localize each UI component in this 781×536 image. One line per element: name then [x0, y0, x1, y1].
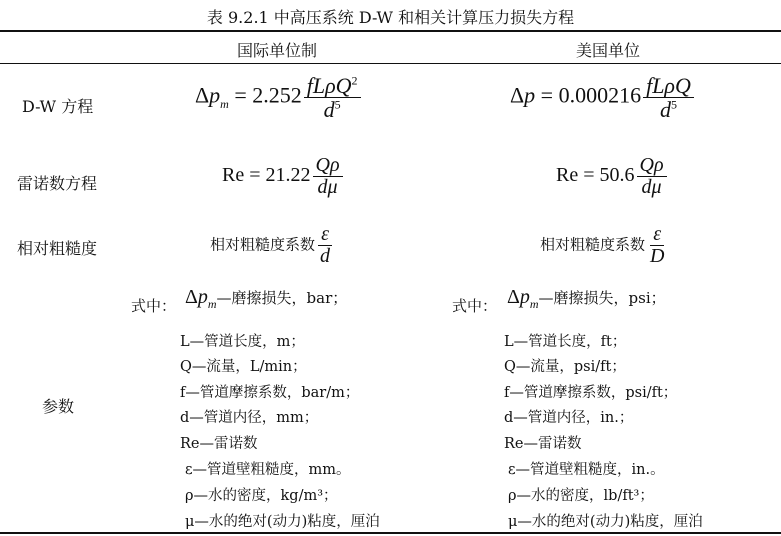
row-label-re: 雷诺数方程: [17, 174, 98, 193]
param-si-item: Re—雷诺数: [180, 436, 258, 452]
dw-formula-si: $\Delta p_m = 2.252$ $\frac{fL\rho Q^2}{d^5}$: [195, 74, 361, 121]
param-si-dp-text: —磨擦损失，bar；: [216, 289, 348, 307]
dw-si-coef: 2.252: [252, 82, 302, 108]
rough-label-si: 相对粗糙度系数: [210, 235, 316, 254]
top-rule: [0, 30, 781, 32]
rough-formula-us: 相对粗糙度系数 $\frac{\varepsilon}{D}$: [540, 223, 665, 267]
param-si-prefix: 式中：: [131, 297, 177, 315]
param-us-item: ε—管道壁粗糙度，in.。: [508, 462, 665, 478]
header-si: 国际单位制: [237, 41, 318, 60]
re-formula-us: Re = 50.6 $\frac{Q\rho}{d\mu}$: [556, 155, 667, 198]
param-si-item: f—管道摩擦系数，bar/m；: [180, 385, 360, 401]
row-label-dw: D-W 方程: [22, 97, 94, 116]
param-si-item: L—管道长度，m；: [180, 334, 305, 350]
re-si-coef: 21.22: [265, 164, 311, 187]
rough-label-us: 相对粗糙度系数: [540, 235, 646, 254]
param-si-item: μ—水的绝对(动力)粘度，厘泊: [185, 514, 380, 530]
param-us-item: ρ—水的密度，lb/ft³；: [508, 488, 654, 504]
header-rule: [0, 63, 781, 64]
rough-formula-si: 相对粗糙度系数 $\frac{\varepsilon}{d}$: [210, 223, 331, 267]
param-si-item: ε—管道壁粗糙度，mm。: [185, 462, 351, 478]
param-us-dp-text: —磨擦损失，psi；: [538, 289, 666, 307]
param-us-dp: $\Delta p_m—$磨擦损失，psi；: [507, 286, 666, 311]
table-caption: 表 9.2.1 中高压系统 D-W 和相关计算压力损失方程: [206, 8, 575, 27]
param-us-item: Re—雷诺数: [504, 436, 582, 452]
dw-formula-us: Δp = 0.000216 $\frac{\text{fLρQ}}{d^5}$: [510, 74, 694, 121]
param-us-item: f—管道摩擦系数，psi/ft；: [504, 385, 678, 401]
row-label-param: 参数: [42, 397, 75, 416]
param-us-item: d—管道内径，in.；: [504, 410, 634, 426]
param-us-prefix: 式中：: [452, 297, 498, 315]
param-us-item: L—管道长度，ft；: [504, 334, 627, 350]
param-us-item: Q—流量，psi/ft；: [504, 359, 626, 375]
header-us: 美国单位: [576, 41, 641, 60]
bottom-rule: [0, 532, 781, 534]
re-formula-si: Re = 21.22 $\frac{Q\rho}{d\mu}$: [222, 155, 343, 198]
dw-us-coef: 0.000216: [558, 82, 642, 108]
param-si-item: d—管道内径，mm；: [180, 410, 319, 426]
param-si-item: ρ—水的密度，kg/m³；: [185, 488, 338, 504]
param-us-item: μ—水的绝对(动力)粘度，厘泊: [508, 514, 703, 530]
row-label-rough: 相对粗糙度: [17, 239, 98, 258]
param-si-dp: $\Delta p_m—$磨擦损失，bar；: [185, 286, 348, 311]
re-us-coef: 50.6: [599, 164, 635, 187]
param-si-item: Q—流量，L/min；: [180, 359, 307, 375]
